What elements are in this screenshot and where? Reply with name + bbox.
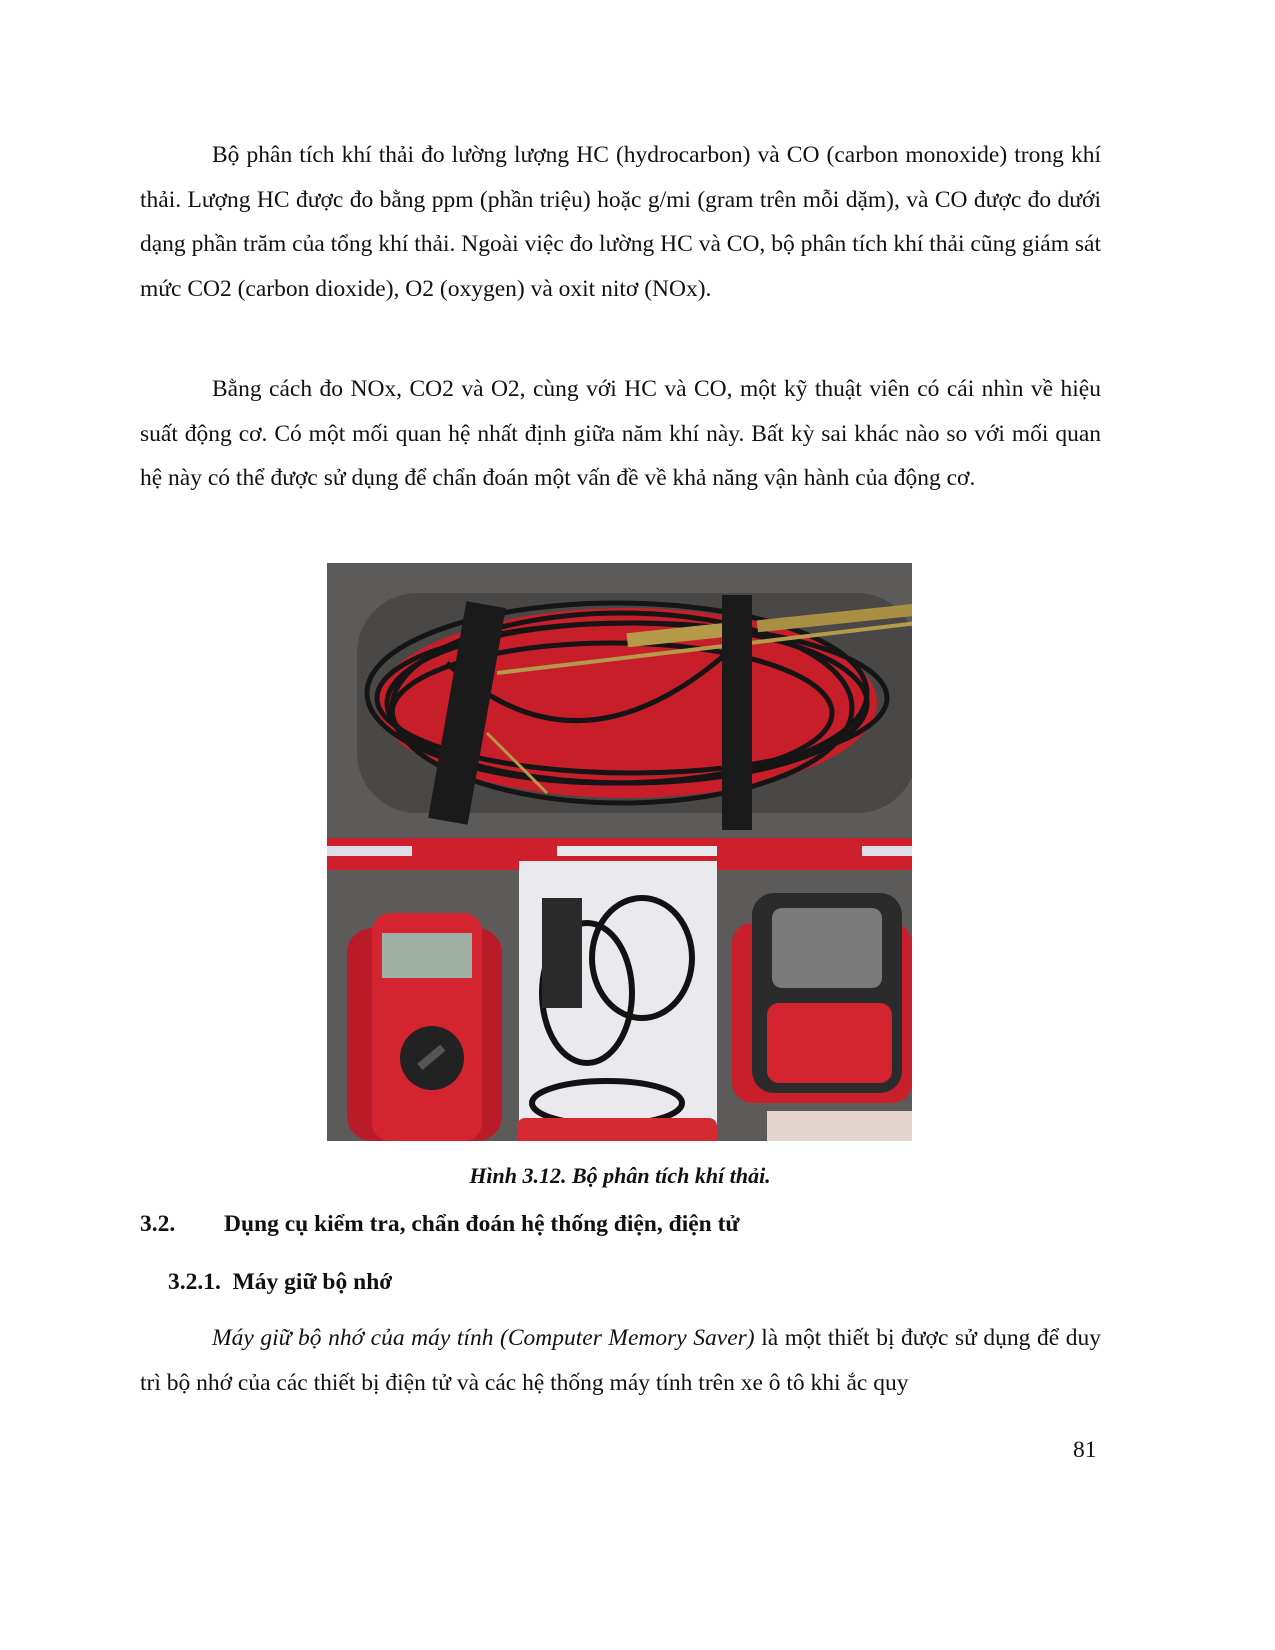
paragraph-exhaust-analyzer-intro (140, 133, 1101, 311)
subsection-heading (168, 1269, 392, 1296)
paragraph-text: Bằng cách đo NOx, CO2 và O2, cùng với HC và CO, một kỹ thuật viên có cái nhìn về hiệu suất động cơ. Có một mối quan hệ nhất định giữa năm khí này. Bất kỳ sai khác nào so với mối quan hệ này có thể được sử dụng để chẩn đoán một vấn đề về khả năng vận hành của động cơ. (140, 376, 1101, 491)
exhaust-analyzer-kit-illustration (327, 563, 912, 1141)
section-number: 3.2. (140, 1211, 176, 1237)
figure-caption: Hình 3.12. Bộ phân tích khí thải. (469, 1163, 771, 1188)
paragraph-text: Bộ phân tích khí thải đo lường lượng HC (hydrocarbon) và CO (carbon monoxide) trong khí thải. Lượng HC được đo bằng ppm (phần triệu) hoặc g/mi (gram trên mỗi dặm), và CO được đo dưới dạng phần trăm của tổng khí thải. Ngoài việc đo lường HC và CO, bộ phân tích khí thải cũng giám sát mức CO2 (carbon dioxide), O2 (oxygen) và oxit nitơ (NOx). (140, 142, 1101, 302)
paragraph-memory-saver (140, 1316, 1101, 1405)
section-heading (140, 1211, 740, 1238)
memory-saver-term: Máy giữ bộ nhớ của máy tính (Computer Memory Saver) (212, 1325, 755, 1351)
subsection-number: 3.2.1. (168, 1269, 221, 1295)
paragraph-text: là một thiết bị được sử dụng để duy trì bộ nhớ của các thiết bị điện tử và các hệ thống máy tính trên xe ô tô khi ắc quy (140, 1325, 1101, 1396)
exhaust-analyzer-photo (327, 563, 912, 1141)
paragraph-gas-relationship (140, 367, 1101, 501)
section-title: Dụng cụ kiểm tra, chẩn đoán hệ thống điện, điện tử (224, 1211, 740, 1237)
page-number: 81 (1073, 1437, 1097, 1463)
subsection-title: Máy giữ bộ nhớ (232, 1269, 393, 1295)
